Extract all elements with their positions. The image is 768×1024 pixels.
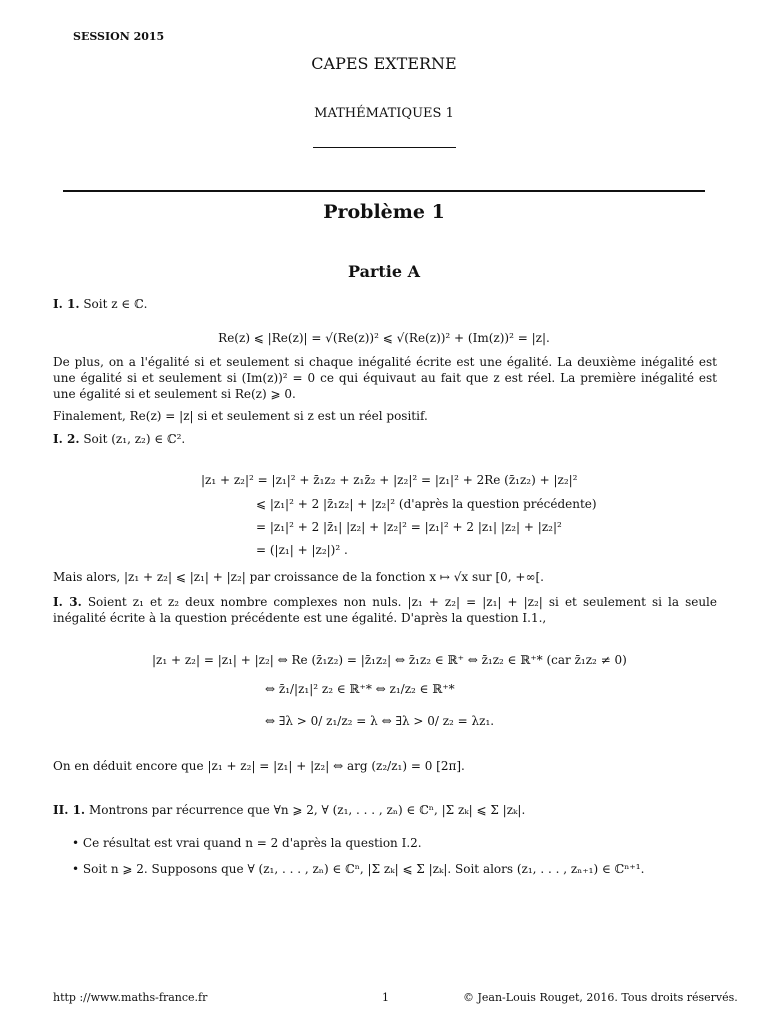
equation-line: ⇔ ∃λ > 0/ z₁/z₂ = λ ⇔ ∃λ > 0/ z₂ = λz₁. (265, 714, 495, 728)
exam-subtitle: MATHÉMATIQUES 1 (314, 106, 454, 121)
question-label: I. 1. (53, 297, 80, 311)
bullet-icon: • (72, 862, 80, 876)
question-i2 (53, 431, 185, 447)
session-label: SESSION 2015 (73, 30, 165, 43)
equation-line: = (|z₁| + |z₂|)² . (256, 543, 348, 557)
equation-line: ⩽ |z₁|² + 2 |z̄₁z₂| + |z₂|² (d'après la question précédente) (256, 497, 597, 511)
list-item (72, 835, 422, 851)
question-i3 (53, 594, 717, 626)
short-divider (313, 147, 456, 148)
part-title: Partie A (347, 262, 421, 281)
equation-line: |z₁ + z₂| = |z₁| + |z₂| ⇔ Re (z̄₁z₂) = |z̄₁z₂| ⇔ z̄₁z₂ ∈ ℝ⁺ ⇔ z̄₁z₂ ∈ ℝ⁺* (car z̄₁z₂ ≠ 0) (152, 653, 627, 667)
bullet-icon: • (72, 836, 80, 850)
equation-i1: Re(z) ⩽ |Re(z)| = √(Re(z))² ⩽ √(Re(z))² + (Im(z))² = |z|. (218, 331, 550, 345)
list-item (72, 861, 644, 877)
list-item-text: Soit n ⩾ 2. Supposons que ∀ (z₁, . . . , zₙ) ∈ ℂⁿ, |Σ zₖ| ⩽ Σ |zₖ|. Soit alors (z₁, . . . , zₙ₊₁) ∈ ℂⁿ⁺¹. (82, 862, 645, 876)
equation-line: |z₁ + z₂|² = |z₁|² + z̄₁z₂ + z₁z̄₂ + |z₂|² = |z₁|² + 2Re (z̄₁z₂) + |z₂|² (201, 473, 578, 487)
question-text: Soient z₁ et z₂ deux nombre complexes non nuls. |z₁ + z₂| = |z₁| + |z₂| si et seulement si la seule inégalité écrite à la question précédente est une égalité. D'après la question I.1., (53, 595, 717, 625)
conclusion-i3: On en déduit encore que |z₁ + z₂| = |z₁| + |z₂| ⇔ arg (z₂/z₁) = 0 [2π]. (53, 759, 465, 773)
problem-title: Problème 1 (323, 201, 445, 223)
exam-title: CAPES EXTERNE (311, 54, 457, 73)
question-i1 (53, 296, 147, 312)
question-label: I. 3. (53, 595, 82, 609)
page-number: 1 (382, 991, 389, 1004)
question-text: Montrons par récurrence que ∀n ⩾ 2, ∀ (z₁, . . . , zₙ) ∈ ℂⁿ, |Σ zₖ| ⩽ Σ |zₖ|. (88, 803, 526, 817)
question-label: I. 2. (53, 432, 80, 446)
conclusion-i2: Mais alors, |z₁ + z₂| ⩽ |z₁| + |z₂| par croissance de la fonction x ↦ √x sur [0, +∞[. (53, 570, 544, 584)
equation-line: = |z₁|² + 2 |z̄₁| |z₂| + |z₂|² = |z₁|² + 2 |z₁| |z₂| + |z₂|² (256, 520, 562, 534)
list-item-text: Ce résultat est vrai quand n = 2 d'après la question I.2. (82, 836, 422, 850)
long-divider (63, 190, 705, 192)
equation-line: ⇔ z̄₁/|z₁|² z₂ ∈ ℝ⁺* ⇔ z₁/z₂ ∈ ℝ⁺* (265, 682, 455, 696)
question-label: II. 1. (53, 803, 86, 817)
footer-copyright: © Jean-Louis Rouget, 2016. Tous droits réservés. (463, 991, 738, 1004)
paragraph-i1-b: Finalement, Re(z) = |z| si et seulement si z est un réel positif. (53, 409, 428, 423)
question-ii1 (53, 802, 525, 818)
paragraph-i1-a: De plus, on a l'égalité si et seulement si chaque inégalité écrite est une égalité. La deuxième inégalité est une égalité si et seulement si (Im(z))² = 0 ce qui équivaut au fait que z est réel. La première inégalité est une égalité si et seulement si Re(z) ⩾ 0. (53, 355, 717, 401)
footer-url: http ://www.maths-france.fr (53, 991, 208, 1004)
question-text: Soit z ∈ ℂ. (83, 297, 148, 311)
question-text: Soit (z₁, z₂) ∈ ℂ². (83, 432, 186, 446)
